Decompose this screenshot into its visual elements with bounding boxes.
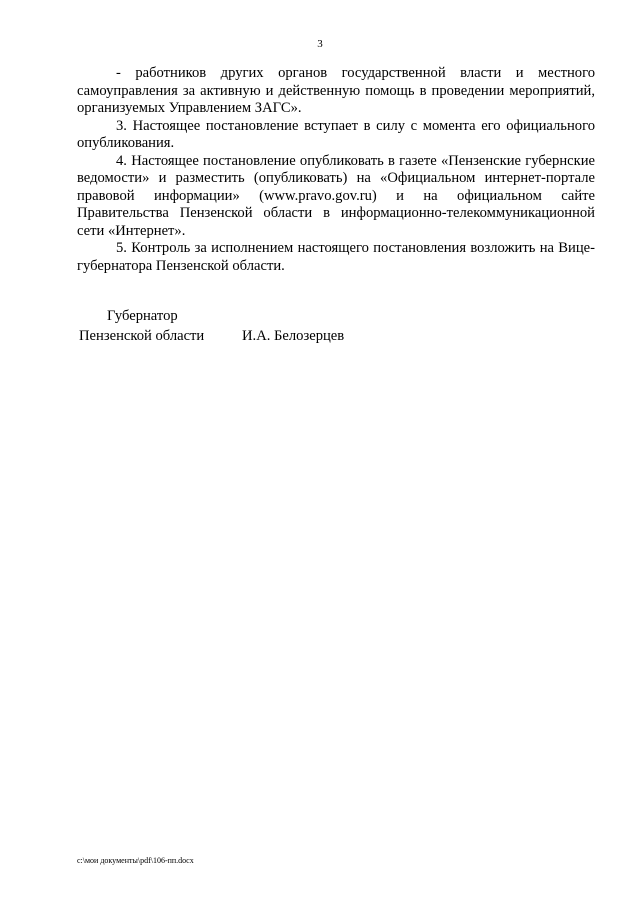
signatory-name: И.А. Белозерцев [242, 328, 345, 344]
paragraph-workers-list-item: - работников других органов государственной власти и местного самоуправления за активную и действенную помощь в проведении мероприятий, организуемых Управлением ЗАГС». [77, 65, 595, 116]
footer-file-path: c:\мои документы\pdf\106-пп.docx [77, 856, 194, 865]
paragraph-5-control: 5. Контроль за исполнением настоящего постановления возложить на Вице-губернатора Пензенской области. [77, 240, 595, 274]
paragraph-4-publication: 4. Настоящее постановление опубликовать в газете «Пензенские губернские ведомости» и разместить (опубликовать) на «Официальном интернет-портале правовой информации» (www.pravo.gov.ru) и на официальном сайте Правительства Пензенской области в информационно-телекоммуникационной сети «Интернет». [77, 152, 595, 239]
page-number: 3 [317, 38, 323, 50]
signatory-title-line2: Пензенской области [79, 328, 205, 344]
document-body [77, 65, 595, 275]
paragraph-3-effective-date: 3. Настоящее постановление вступает в силу с момента его официального опубликования. [77, 117, 595, 151]
signatory-title-line1: Губернатор [107, 308, 178, 324]
